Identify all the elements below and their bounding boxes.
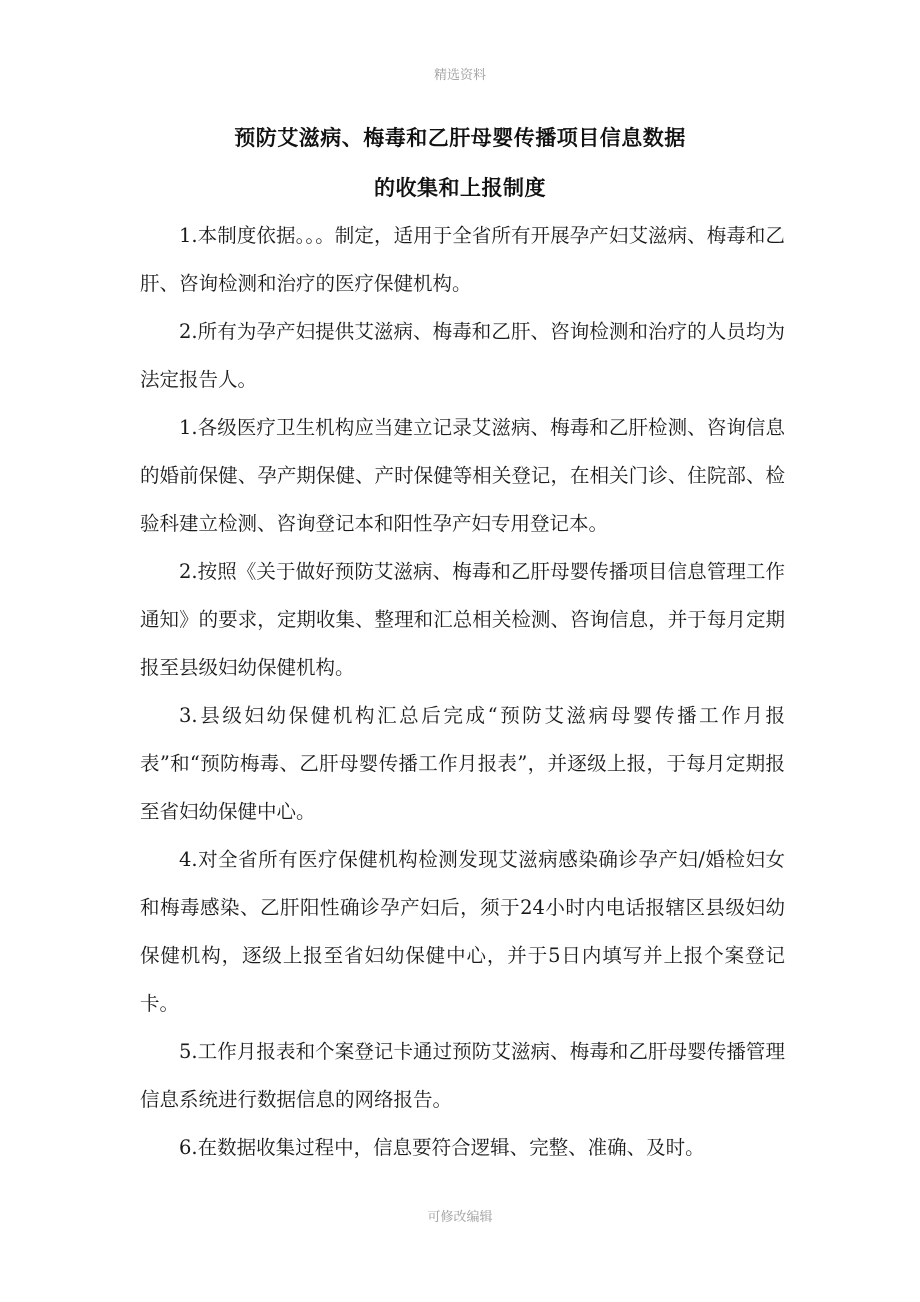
- footer-note: 可修改编辑: [427, 1210, 493, 1225]
- paragraph-5: 3.县级妇幼保健机构汇总后完成“预防艾滋病母婴传播工作月报表”和“预防梅毒、乙肝母婴传播工作月报表”，并逐级上报，于每月定期报至省妇幼保健中心。: [140, 704, 785, 823]
- paragraph-2: 2.所有为孕产妇提供艾滋病、梅毒和乙肝、咨询检测和治疗的人员均为法定报告人。: [140, 320, 785, 391]
- paragraph-8: 6.在数据收集过程中，信息要符合逻辑、完整、准确、及时。: [179, 1136, 705, 1159]
- paragraph-4: 2.按照《关于做好预防艾滋病、梅毒和乙肝母婴传播项目信息管理工作通知》的要求，定期收集、整理和汇总相关检测、咨询信息，并于每月定期报至县级妇幼保健机构。: [140, 560, 785, 679]
- header-note: 精选资料: [433, 68, 486, 83]
- paragraph-3: 1.各级医疗卫生机构应当建立记录艾滋病、梅毒和乙肝检测、咨询信息的婚前保健、孕产期保健、产时保健等相关登记，在相关门诊、住院部、检验科建立检测、咨询登记本和阳性孕产妇专用登记本。: [140, 416, 785, 535]
- document-body: [140, 212, 785, 1172]
- document-title-line-2: 的收集和上报制度: [374, 176, 546, 200]
- paragraph-6: 4.对全省所有医疗保健机构检测发现艾滋病感染确诊孕产妇/婚检妇女和梅毒感染、乙肝阳性确诊孕产妇后，须于24小时内电话报辖区县级妇幼保健机构，逐级上报至省妇幼保健中心，并于5日内填写并上报个案登记卡。: [140, 848, 785, 1015]
- paragraph-1: 1.本制度依据。。。制定，适用于全省所有开展孕产妇艾滋病、梅毒和乙肝、咨询检测和治疗的医疗保健机构。: [140, 224, 785, 295]
- document-title-line-1: 预防艾滋病、梅毒和乙肝母婴传播项目信息数据: [234, 126, 686, 150]
- paragraph-7: 5.工作月报表和个案登记卡通过预防艾滋病、梅毒和乙肝母婴传播管理信息系统进行数据信息的网络报告。: [140, 1040, 785, 1111]
